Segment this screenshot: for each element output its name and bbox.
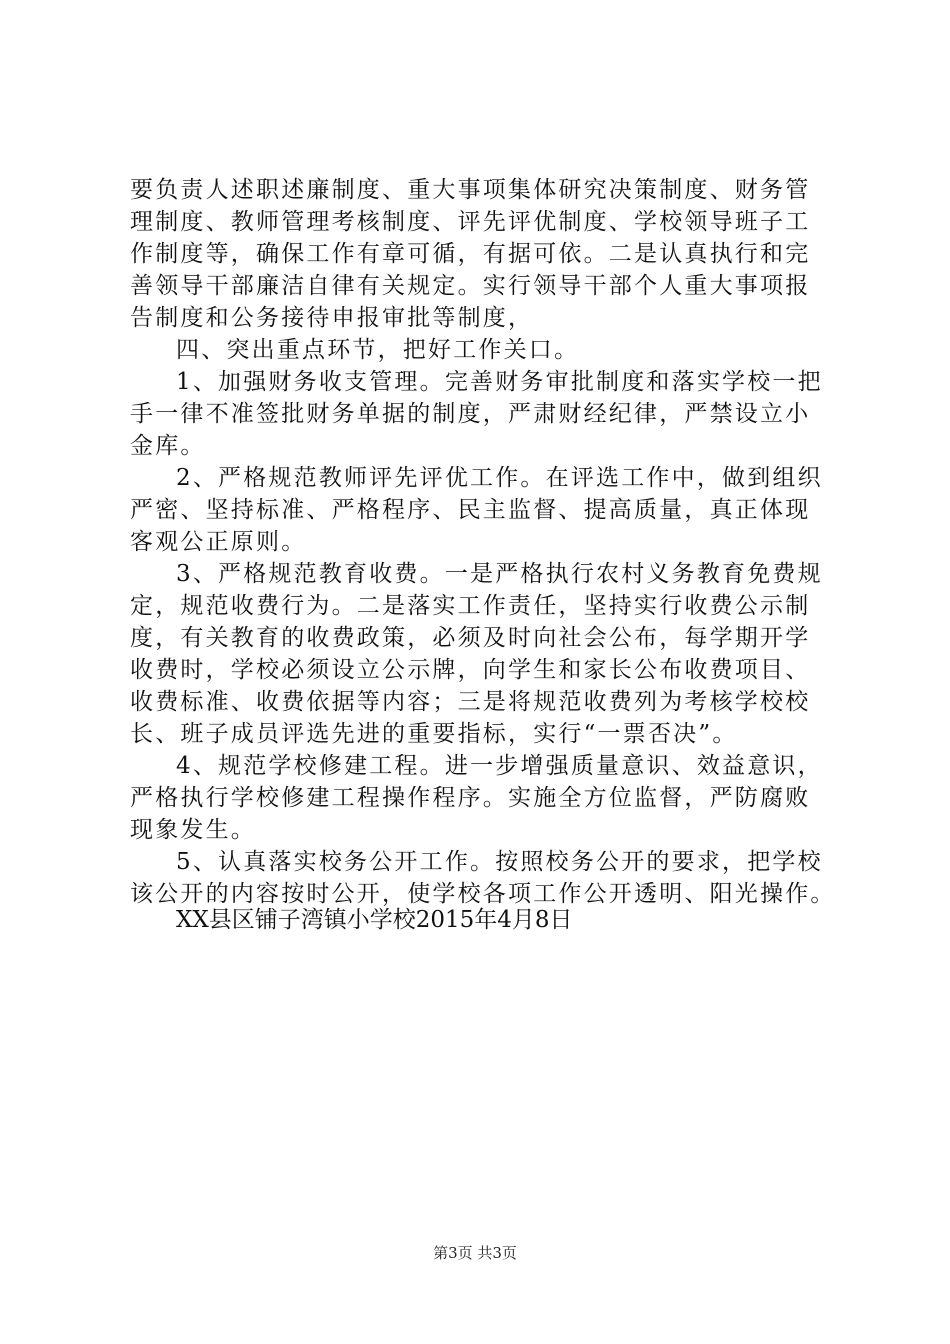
body-text-line: 理制度、教师管理考核制度、评先评优制度、学校领导班子工 (130, 209, 811, 235)
body-text-line: 2、严格规范教师评先评优工作。在评选工作中，做到组织 (176, 465, 823, 491)
body-text-line: 严格执行学校修建工程操作程序。实施全方位监督，严防腐败 (130, 785, 811, 811)
body-text-line: 客观公正原则。 (130, 529, 307, 555)
body-text-line: 作制度等，确保工作有章可循，有据可依。二是认真执行和完 (130, 241, 811, 267)
document-body (130, 174, 840, 910)
body-text-line: 要负责人述职述廉制度、重大事项集体研究决策制度、财务管 (130, 177, 811, 203)
body-text-line: 定，规范收费行为。二是落实工作责任，坚持实行收费公示制 (130, 593, 811, 619)
body-text-line: 手一律不准签批财务单据的制度，严肃财经纪律，严禁设立小 (130, 401, 811, 427)
body-text-line: 严密、坚持标准、严格程序、民主监督、提高质量，真正体现 (130, 497, 811, 523)
body-text-line: 四、突出重点环节，把好工作关口。 (176, 337, 580, 363)
body-text-line: 收费时，学校必须设立公示牌，向学生和家长公布收费项目、 (130, 657, 811, 683)
body-text-line: 3、严格规范教育收费。一是严格执行农村义务教育免费规 (176, 561, 823, 587)
body-text-line: 该公开的内容按时公开，使学校各项工作公开透明、阳光操作。 (130, 881, 836, 907)
body-text-line: 告制度和公务接待申报审批等制度， (130, 305, 534, 331)
signature-date-line: XX县区铺子湾镇小学校2015年4月8日 (176, 907, 573, 933)
body-text-line: 5、认真落实校务公开工作。按照校务公开的要求，把学校 (176, 849, 823, 875)
body-text-line: 4、规范学校修建工程。进一步增强质量意识、效益意识， (176, 753, 823, 779)
body-text-line: 度，有关教育的收费政策，必须及时向社会公布，每学期开学 (130, 625, 811, 651)
body-text-line: 收费标准、收费依据等内容；三是将规范收费列为考核学校校 (130, 689, 811, 715)
body-text-line: 金库。 (130, 433, 206, 459)
body-text-line: 现象发生。 (130, 817, 256, 843)
body-text-line: 善领导干部廉洁自律有关规定。实行领导干部个人重大事项报 (130, 273, 811, 299)
body-text-line: 1、加强财务收支管理。完善财务审批制度和落实学校一把 (176, 369, 823, 395)
page-number-footer: 第3页 共3页 (433, 1244, 517, 1262)
body-text-line: 长、班子成员评选先进的重要指标，实行“一票否决”。 (130, 721, 738, 747)
